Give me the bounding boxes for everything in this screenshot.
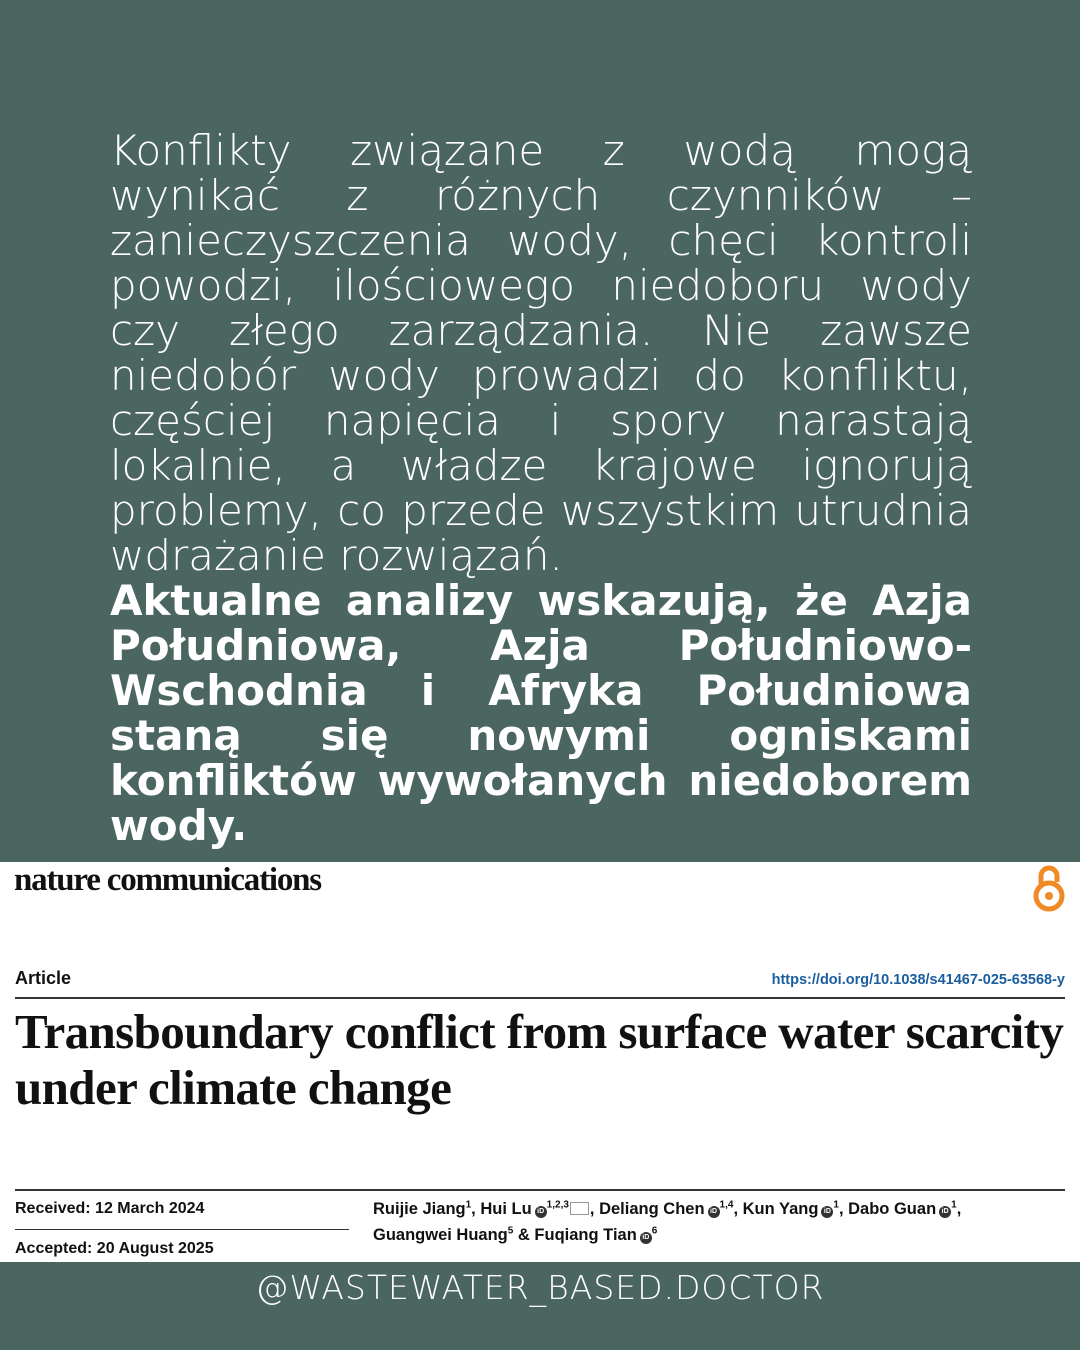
open-access-icon: [1030, 862, 1068, 914]
journal-name: nature communications: [14, 862, 321, 898]
author: Deliang Chen iD$^{1,4}$,: [599, 1199, 743, 1218]
author: Guangwei Huang$^5$ &: [373, 1225, 535, 1244]
author: Fuqiang Tian $iD^6$: [534, 1225, 658, 1244]
author: Hui Lu iD$^{1,2,3}$ ,: [480, 1199, 600, 1218]
doi-link[interactable]: https://doi.org/10.1038/s41467-025-63568-y: [771, 972, 1065, 988]
mail-icon[interactable]: [570, 1202, 589, 1215]
author: Ruijie Jiang$^1$,: [373, 1199, 481, 1218]
received-date: Received: 12 March 2024: [15, 1200, 205, 1217]
author-list: [373, 1196, 1063, 1248]
paper-title: Transboundary conflict from surface water scarcity under climate change: [15, 1004, 1064, 1115]
orcid-icon[interactable]: iD: [708, 1206, 720, 1218]
author: Dabo Guan $iD^1$,: [848, 1199, 962, 1218]
orcid-icon[interactable]: iD: [939, 1206, 951, 1218]
accepted-date: Accepted: 20 August 2025: [15, 1240, 214, 1257]
divider: [15, 1189, 1065, 1191]
paper-screenshot: [0, 862, 1080, 1262]
account-handle: @WASTEWATER_BASED.DOCTOR: [255, 1268, 825, 1307]
article-type: Article: [15, 968, 72, 988]
paragraph-1: Konflikty związane z wodą mogą wynikać z różnych czynników – zanieczyszczenia wody, chęci kontroli powodzi, ilościowego niedoboru wody czy złego zarządzania. Nie zawsze niedobór wody prowadzi do konfliktu, częściej napięcia i spory narastają lokalnie, a władze krajowe ignorują problemy, co przede wszystkim utrudnia wdrażanie rozwiązań.: [110, 126, 972, 580]
author: Kun Yang $iD^1$,: [742, 1199, 849, 1218]
orcid-icon[interactable]: iD: [640, 1232, 652, 1244]
divider: [15, 997, 1065, 999]
paragraph-2: Aktualne analizy wskazują, że Azja Południowa, Azja Południowo-Wschodnia i Afryka Południowa staną się nowymi ogniskami konfliktów wywołanych niedoborem wody.: [110, 576, 972, 850]
orcid-icon[interactable]: iD: [535, 1206, 547, 1218]
orcid-icon[interactable]: iD: [821, 1206, 833, 1218]
divider: [15, 1229, 349, 1230]
